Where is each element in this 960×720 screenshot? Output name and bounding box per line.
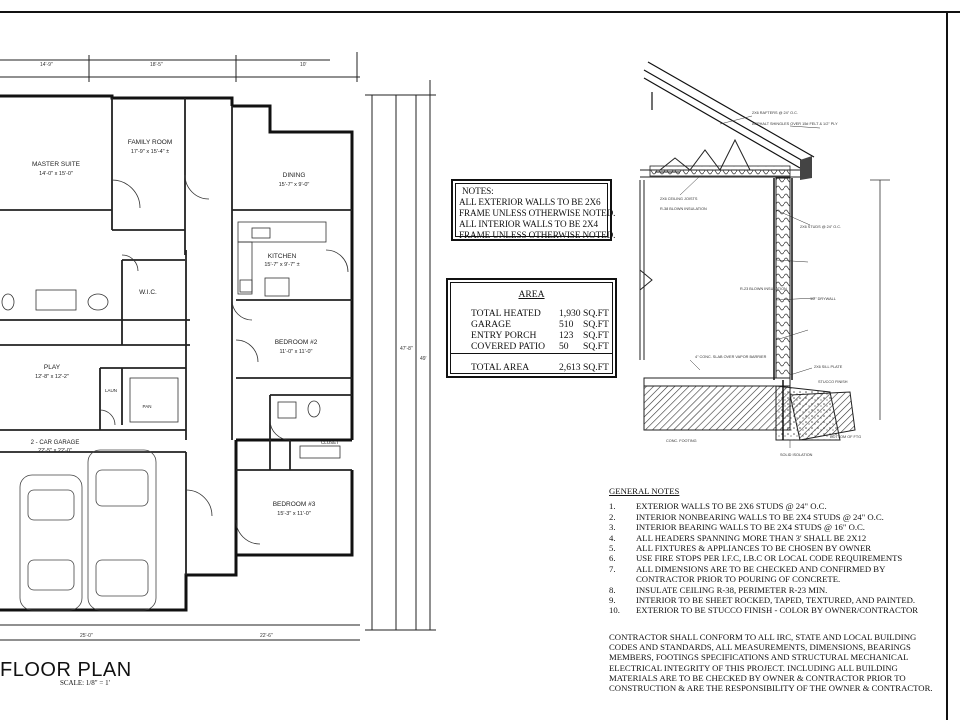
section-label: CONC. FOOTING [666,439,697,443]
area-value: 510 [559,319,574,330]
section-label: 2X6 STUDS @ 24" O.C. [800,225,842,229]
section-label: SOLID ISOLATION [780,453,813,457]
room-family-name: FAMILY ROOM [127,139,173,146]
area-label: ENTRY PORCH [471,330,537,341]
floor-plan-drawing [0,45,440,705]
room-wic-name: W.I.C. [139,289,157,296]
section-label: BOTTOM OF FTG [830,435,862,439]
room-kitchen-name: KITCHEN [267,253,297,260]
general-note [609,595,939,605]
notes-line: ALL EXTERIOR WALLS TO BE 2X6 [459,197,601,207]
sheet-border-top [0,11,960,13]
notes-line: FRAME UNLESS OTHERWISE NOTED. [459,230,616,240]
note-number: 8. [609,584,616,595]
area-row [471,319,616,330]
area-row [471,341,616,352]
note-number: 2. [609,511,616,522]
dim-top-3: 10' [300,62,307,68]
drawing-scale: SCALE: 1/8" = 1' [60,679,110,687]
area-row [471,308,616,319]
section-label: 2X6 RAFTERS @ 24" O.C. [752,111,798,115]
note-text: INTERIOR NONBEARING WALLS TO BE 2X4 STUDS @ 24" O.C. [636,511,884,522]
room-master-dims: 14'-0" x 15'-0" [39,171,73,177]
section-label: 2X6 CEILING JOISTS [660,197,698,201]
note-number: 4. [609,532,616,543]
dim-right-2: 49' [420,356,427,362]
note-text: INSULATE CEILING R-38, PERIMETER R-23 MIN. [636,584,828,595]
note-text: ALL FIXTURES & APPLIANCES TO BE CHOSEN BY OWNER [636,543,872,554]
dim-bottom-2: 22'-6" [260,633,273,639]
room-closet-name: CLOSET [320,440,340,445]
note-text: ALL HEADERS SPANNING MORE THAN 3' SHALL BE 2X12 [636,532,867,543]
note-number: 9. [609,595,616,606]
area-unit: SQ.FT [583,319,609,330]
note-text: USE FIRE STOPS PER I.F.C, I.B.C OR LOCAL CODE REQUIREMENTS [636,553,903,564]
notes-box [451,179,616,241]
room-laundry-name: LAUN [104,388,118,393]
area-table [446,278,617,378]
room-dining-name: DINING [282,172,306,179]
note-number: 5. [609,543,616,554]
section-label: R-38 BLOWN INSULATION [660,207,707,211]
section-label: 1/2" DRYWALL [810,297,836,301]
area-heading: AREA [518,289,545,300]
note-text: EXTERIOR WALLS TO BE 2X6 STUDS @ 24" O.C. [636,501,827,512]
general-note [609,512,939,522]
room-garage-name: 2 - CAR GARAGE [30,440,80,446]
room-master-name: MASTER SUITE [31,161,81,168]
contractor-note: CONTRACTOR SHALL CONFORM TO ALL IRC, STATE AND LOCAL BUILDING CODES AND STANDARDS, ALL MEASUREMENTS, DIMENSIONS, BEARINGS MEMBERS, FOOTINGS SPECIFICATIONS AND STRUCTURAL MECHANICAL ELECTRICAL INTEGRITY OF THIS PROJECT. INCLUDING ALL BUILDING MATERIALS ARE TO BE CHECKED BY OWNER & CONTRACTOR PRIOR TO CONSTRUCTION & ARE THE RESPONSIBILITY OF THE OWNER & CONTRACTOR. [609,632,933,694]
note-text: INTERIOR TO BE SHEET ROCKED, TAPED, TEXTURED, AND PAINTED. [636,595,916,606]
area-divider [451,353,612,354]
room-garage-dims: 22'-5" x 22'-0" [38,448,72,454]
room-play-dims: 12'-8" x 12'-2" [35,374,69,380]
area-row [471,330,616,341]
general-notes-heading: GENERAL NOTES [609,486,680,496]
general-note [609,522,939,532]
section-label: R-23 BLOWN INSULATION [740,287,787,291]
area-label: COVERED PATIO [471,341,546,352]
area-label: GARAGE [471,319,511,330]
notes-line: ALL INTERIOR WALLS TO BE 2X4 [459,219,599,229]
general-note [609,585,939,595]
room-family-dims: 17'-9" x 15'-4" ± [130,149,170,155]
general-notes [609,486,939,616]
note-text: EXTERIOR TO BE STUCCO FINISH - COLOR BY OWNER/CONTRACTOR [636,605,919,616]
notes-heading: NOTES: [462,186,494,196]
note-text: ALL DIMENSIONS ARE TO BE CHECKED AND CONFIRMED BY CONTRACTOR PRIOR TO POURING OF CONCRETE. [636,563,886,585]
area-unit: SQ.FT [583,341,609,352]
room-bed2-dims: 11'-0" x 11'-0" [279,349,313,355]
section-label: 2X6 SILL PLATE [814,365,843,369]
drawing-title: FLOOR PLAN [0,659,132,681]
dim-right-1: 47'-8" [400,346,413,352]
area-value: 123 [559,330,574,341]
room-bed3-dims: 15'-3" x 11'-0" [277,511,311,517]
area-unit: SQ.FT [583,330,609,341]
area-total-label: TOTAL AREA [471,362,530,373]
area-value: 50 [559,341,569,352]
note-text: INTERIOR BEARING WALLS TO BE 2X4 STUDS @ 16" O.C. [636,522,865,533]
room-bed3-name: BEDROOM #3 [272,501,316,508]
note-number: 1. [609,501,616,512]
general-note [609,533,939,543]
note-number: 10. [609,605,620,616]
section-label: 4" CONC. SLAB OVER VAPOR BARRIER [695,355,767,359]
general-note [609,543,939,553]
room-play-name: PLAY [43,364,61,371]
dim-bottom-1: 25'-0" [80,633,93,639]
note-number: 3. [609,522,616,533]
room-kitchen-dims: 15'-7" x 9'-7" ± [264,262,300,268]
dim-top-2: 18'-5" [150,62,163,68]
room-pantry-name: PAN [142,404,152,409]
wall-section-detail [636,55,956,465]
area-total-value: 2,613 [559,362,581,373]
dim-top-1: 14'-9" [40,62,53,68]
area-label: TOTAL HEATED [471,308,541,319]
notes-content [455,183,616,240]
general-note [609,605,939,615]
section-label: STUCCO FINISH [818,380,848,384]
area-value: 1,930 [559,308,581,319]
section-label: ASPHALT SHINGLES OVER 15# FELT & 1/2" PLY [752,122,838,126]
area-total-unit: SQ.FT [583,362,609,373]
area-total-row [471,362,616,373]
note-number: 7. [609,563,616,574]
general-note [609,564,939,585]
room-dining-dims: 15'-7" x 9'-0" [278,182,310,188]
general-note [609,553,939,563]
room-bed2-name: BEDROOM #2 [274,339,318,346]
general-note [609,501,939,511]
notes-line: FRAME UNLESS OTHERWISE NOTED. [459,208,616,218]
area-unit: SQ.FT [583,308,609,319]
note-number: 6. [609,553,616,564]
